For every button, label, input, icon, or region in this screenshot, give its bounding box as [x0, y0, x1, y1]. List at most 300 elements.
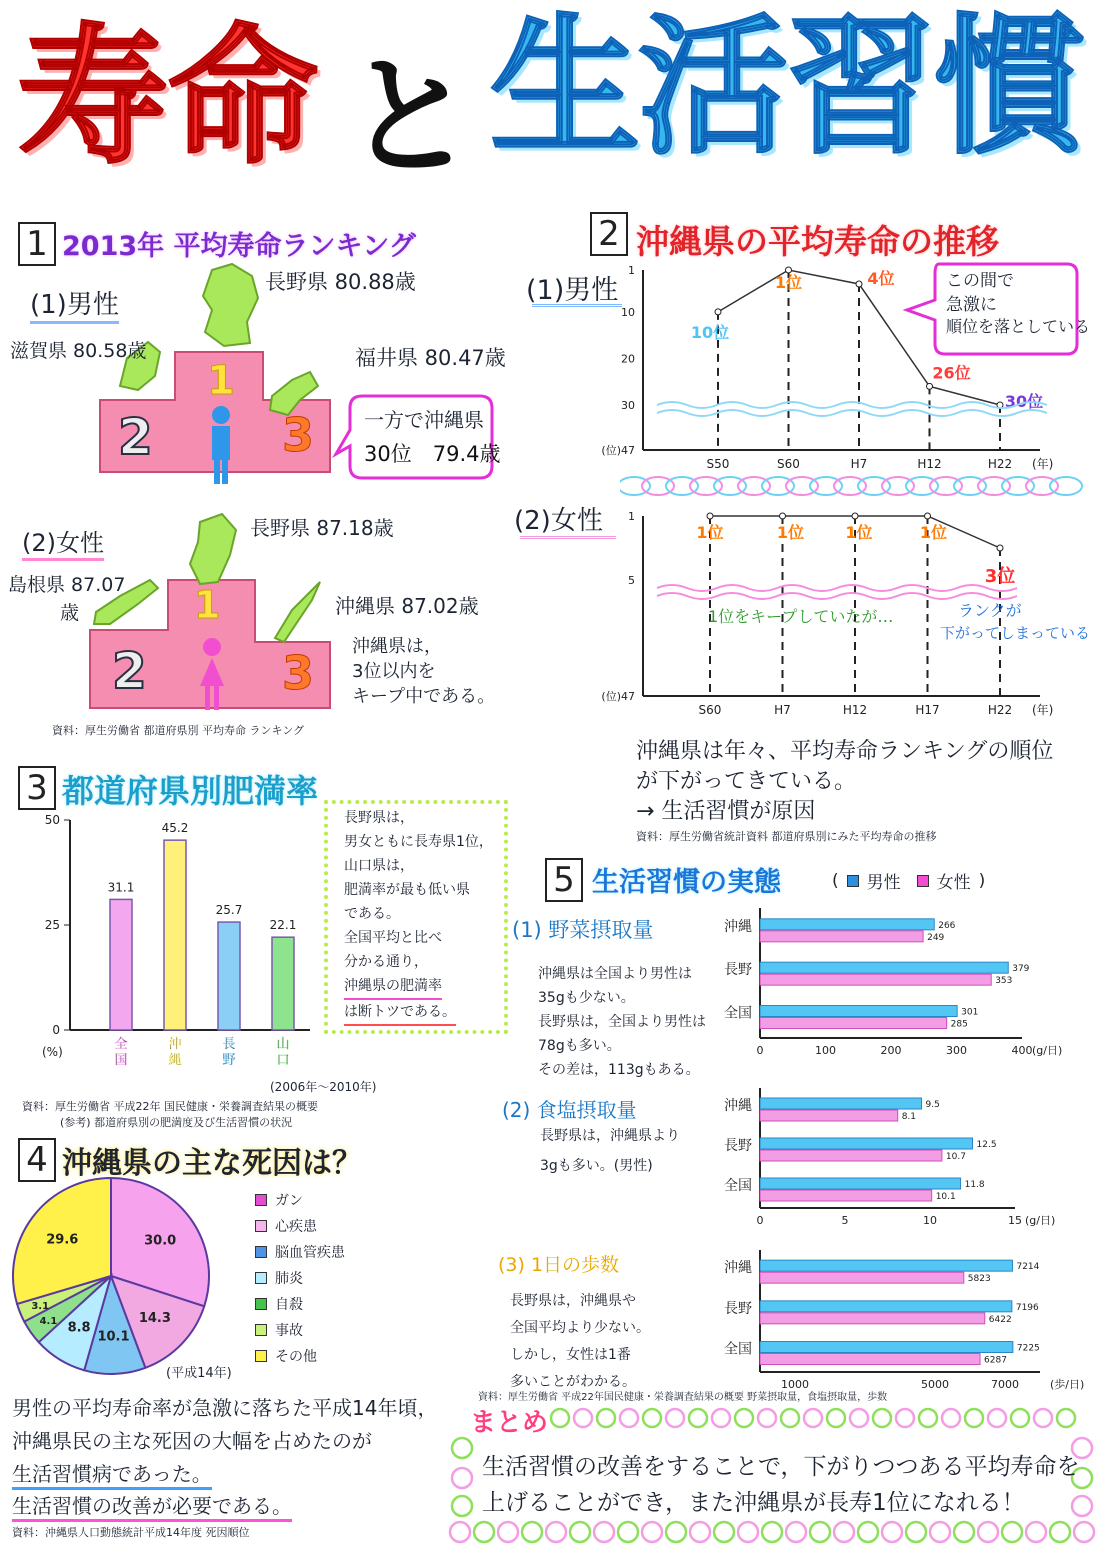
decor-circle — [1026, 1522, 1046, 1542]
male-bar — [760, 1260, 1012, 1271]
s3-source-2: (参考) 都道府県別の肥満度及び生活習慣の状況 — [60, 1116, 293, 1129]
s5-sub2-note-2: 3gも多い。(男性) — [540, 1158, 653, 1174]
y-tick-label: 1 — [628, 510, 635, 523]
s2-summary-3: → 生活習慣が原因 — [636, 799, 816, 824]
bar-value-label: 12.5 — [976, 1140, 997, 1150]
rank-point — [997, 545, 1003, 551]
rank-label: 10位 — [690, 322, 730, 342]
category-label: 沖縄 — [724, 1098, 752, 1114]
male-bar — [760, 1006, 957, 1017]
decor-circle — [738, 1522, 758, 1542]
obesity-value-label: 22.1 — [269, 918, 297, 933]
s3-note-4: 肥満率が最も低い県 — [344, 882, 470, 898]
rank-label: 1位 — [776, 523, 805, 542]
bar-value-label: 8.1 — [901, 1112, 917, 1122]
decor-circle — [850, 1409, 868, 1427]
obesity-value-label: 25.7 — [215, 903, 243, 918]
section2-title: 沖縄県の平均寿命の推移 — [636, 222, 999, 261]
s5-vegetable-chart — [700, 902, 1100, 1060]
decor-circle — [827, 1409, 845, 1427]
s2-male-rank-chart — [585, 250, 1095, 490]
section5-title: 生活習慣の実態 — [592, 867, 781, 898]
s3-note — [344, 806, 504, 1026]
s4-legend — [255, 1190, 375, 1370]
s3-source-1: 資料：厚生労働省 平成22年 国民健康・栄養調査結果の概要 — [22, 1100, 318, 1113]
y-tick-label: 50 — [44, 813, 60, 827]
male-bar — [760, 1138, 973, 1149]
decor-circle — [522, 1522, 542, 1542]
s5-sub3-note — [510, 1288, 700, 1396]
pie-legend-item — [255, 1190, 303, 1210]
s4-text-1: 男性の平均寿命率が急激に落ちた平成14年頃， — [12, 1396, 438, 1420]
s2-divider-loops — [620, 472, 1090, 502]
decor-circle — [1002, 1522, 1022, 1542]
decor-circle — [689, 1409, 707, 1427]
title-to: と — [345, 40, 476, 193]
bar-value-label: 6287 — [984, 1355, 1007, 1366]
pie-legend-item — [255, 1294, 303, 1314]
x-tick-label: 0 — [756, 1214, 764, 1227]
decor-circle — [1072, 1496, 1092, 1516]
s1-male-bubble-line2: 30位 79.4歳 — [364, 442, 501, 466]
bar-value-label: 6422 — [988, 1314, 1012, 1325]
y-tick-label: 1 — [628, 264, 635, 277]
decor-circle — [834, 1522, 854, 1542]
obesity-bar — [110, 899, 132, 1030]
decor-circle — [988, 1409, 1006, 1427]
female-bar — [760, 1190, 932, 1201]
rank-point — [715, 309, 721, 315]
pie-legend-swatch — [255, 1272, 267, 1284]
y-axis-unit: (%) — [42, 1045, 63, 1059]
x-tick-label: 0 — [756, 1044, 764, 1057]
x-tick-label: 1000 — [781, 1378, 809, 1391]
decor-circle — [978, 1522, 998, 1542]
decor-circle — [762, 1522, 782, 1542]
decor-circle — [942, 1409, 960, 1427]
s3-note-1: 長野県は， — [344, 810, 414, 826]
bar-value-label: 7196 — [1015, 1302, 1039, 1313]
decor-circle — [758, 1409, 776, 1427]
s1-female-second: 島根県 87.07 — [8, 574, 126, 596]
decor-circle — [804, 1409, 822, 1427]
decor-circle — [474, 1522, 494, 1542]
bar-value-label: 7225 — [1016, 1343, 1040, 1354]
pie-value-label: 10.1 — [97, 1329, 130, 1345]
s1-female-note-1: 沖縄県は， — [352, 636, 442, 657]
female-bar — [760, 1110, 898, 1121]
obesity-category-label: 山 — [276, 1037, 290, 1052]
s2-male-label: (1)男性 — [526, 275, 619, 306]
decor-circle — [620, 1409, 638, 1427]
section1-number: 1 — [18, 222, 56, 266]
x-axis-unit: (年) — [1032, 457, 1054, 471]
decor-circle — [906, 1522, 926, 1542]
s1-female-second-unit: 歳 — [60, 602, 80, 624]
y-tick-label: 25 — [44, 918, 60, 932]
s5-sub3-note-3: しかし，女性は1番 — [510, 1347, 631, 1363]
decor-circle — [810, 1522, 830, 1542]
s1-male-rank2: 2 — [118, 408, 153, 466]
female-bar — [760, 1354, 980, 1365]
decor-circle — [873, 1409, 891, 1427]
decor-circle — [452, 1438, 472, 1458]
s1-male-first: 長野県 80.88歳 — [265, 270, 416, 294]
s2-female-label: (2)女性 — [514, 506, 603, 536]
bar-value-label: 7214 — [1016, 1262, 1040, 1273]
s5-sub3-note-4: 多いことがわかる。 — [510, 1374, 636, 1390]
obesity-category-label: 野 — [222, 1053, 236, 1068]
decor-circle — [597, 1409, 615, 1427]
s5-sub2-note-1: 長野県は，沖縄県より — [540, 1128, 680, 1144]
s1-female-label: (2)女性 — [22, 523, 104, 561]
s5-sub2-label: (2) 食塩摂取量 — [502, 1098, 637, 1122]
decor-circle — [954, 1522, 974, 1542]
s3-note-2: 男女ともに長寿県1位， — [344, 834, 493, 850]
s5-legend: ( 男性 女性 ) — [832, 868, 985, 893]
section2-number: 2 — [590, 212, 628, 256]
s2-female-note-green: 1位をキープしていたが… — [708, 607, 894, 626]
y-tick-label: 10 — [621, 305, 635, 319]
pie-legend-label: 自殺 — [275, 1297, 303, 1313]
s5-sub1-note-5: その差は，113gもある。 — [538, 1062, 700, 1078]
x-tick-label: S60 — [698, 703, 722, 717]
s1-male-rank3: 3 — [282, 408, 315, 462]
pie-value-label: 3.1 — [31, 1300, 50, 1312]
pie-legend-item — [255, 1268, 303, 1288]
s3-note-9: は断トツである。 — [344, 1000, 456, 1026]
s2-male-bubble-2: 急激に — [946, 295, 997, 315]
pie-legend-swatch — [255, 1298, 267, 1310]
wavy-break — [657, 410, 1047, 416]
s2-male-bubble-3: 順位を落としている — [946, 317, 1091, 336]
x-tick-label: 100 — [815, 1044, 836, 1057]
pie-value-label: 29.6 — [46, 1232, 79, 1248]
pie-legend-swatch — [255, 1350, 267, 1362]
x-tick-label: H7 — [850, 457, 868, 471]
x-tick-label: H12 — [917, 457, 942, 471]
bar-value-label: 5823 — [967, 1274, 991, 1285]
bar-value-label: 285 — [950, 1019, 968, 1030]
x-tick-label: S60 — [777, 457, 800, 471]
s3-note-3: 山口県は， — [344, 858, 414, 874]
legend-male-swatch — [847, 875, 859, 887]
s4-death-pie — [6, 1176, 226, 1386]
decor-circle — [618, 1522, 638, 1542]
x-tick-label: 15 — [1008, 1214, 1022, 1227]
male-bar — [760, 1342, 1013, 1353]
s2-female-note-blue-2: 下がってしまっている — [940, 624, 1091, 642]
category-label: 全国 — [724, 1341, 752, 1358]
pie-legend-item — [255, 1346, 317, 1366]
s1-female-note-2: 3位以内を — [352, 661, 436, 682]
obesity-bar — [218, 922, 240, 1030]
legend-female-label: 女性 — [936, 873, 971, 893]
s5-sub3-label: (3) 1日の歩数 — [498, 1254, 620, 1276]
male-bar — [760, 1301, 1012, 1312]
summary-line-2: 上げることができ，また沖縄県が長寿1位になれる！ — [482, 1490, 1025, 1516]
s2-male-bubble-1: この間で — [946, 271, 1014, 291]
s4-year: (平成14年) — [166, 1366, 232, 1381]
x-tick-label: H7 — [774, 703, 791, 717]
title-kotobuki: 寿命 — [18, 9, 319, 185]
obesity-bar — [272, 937, 294, 1030]
y-tick-label: 30 — [621, 399, 635, 412]
s1-male-label: (1)男性 — [30, 284, 119, 324]
pie-legend-label: 肺炎 — [275, 1271, 303, 1287]
s5-sub1-label: (1) 野菜摂取量 — [512, 918, 654, 942]
x-tick-label: 5000 — [921, 1378, 949, 1391]
obesity-category-label: 全 — [114, 1037, 128, 1052]
bar-value-label: 249 — [927, 932, 945, 943]
bar-value-label: 9.5 — [925, 1100, 940, 1110]
s5-steps-chart — [700, 1244, 1100, 1394]
s1-female-rank1: 1 — [194, 583, 221, 627]
pie-legend-label: その他 — [275, 1349, 317, 1365]
decor-circle — [642, 1522, 662, 1542]
decor-circle — [452, 1496, 472, 1516]
male-bar — [760, 962, 1008, 973]
pie-legend-label: 脳血管疾患 — [275, 1245, 345, 1261]
decor-loop — [1050, 477, 1082, 495]
rank-label: 3位 — [984, 566, 1016, 587]
rank-label: 30位 — [1004, 392, 1044, 411]
s1-female-rank2: 2 — [112, 642, 147, 700]
decor-circle — [690, 1522, 710, 1542]
obesity-bar — [164, 840, 186, 1030]
title-seikatsu: 生活習慣 — [490, 0, 1083, 175]
x-tick-label: H22 — [987, 703, 1013, 717]
s3-obesity-chart — [0, 800, 330, 1080]
decor-circle — [551, 1409, 569, 1427]
section5-number: 5 — [545, 858, 583, 902]
s3-note-7: 分かる通り， — [344, 954, 428, 970]
rank-point — [925, 513, 931, 519]
rank-point — [780, 513, 786, 519]
s2-summary-1: 沖縄県は年々、平均寿命ランキングの順位 — [636, 739, 1054, 764]
pie-legend-swatch — [255, 1324, 267, 1336]
decor-circle — [930, 1522, 950, 1542]
pie-legend-item — [255, 1216, 317, 1236]
category-label: 長野 — [724, 962, 752, 979]
x-axis-unit: (年) — [1032, 703, 1054, 717]
decor-circle — [452, 1468, 472, 1488]
y-tick-label: 20 — [621, 352, 635, 366]
decor-circle — [1074, 1522, 1094, 1542]
s3-period: (2006年～2010年) — [270, 1080, 377, 1094]
s1-female-third: 沖縄県 87.02歳 — [335, 594, 479, 618]
rank-point — [856, 281, 862, 287]
bar-value-label: 10.1 — [935, 1192, 956, 1202]
rank-point — [927, 383, 933, 389]
section4-number: 4 — [18, 1138, 56, 1182]
decor-circle — [574, 1409, 592, 1427]
x-tick-label: 200 — [880, 1044, 902, 1057]
s3-note-6: 全国平均と比べ — [344, 930, 442, 946]
x-axis-unit: (g/日) — [1025, 1214, 1056, 1227]
section3-title: 都道府県別肥満率 — [62, 772, 319, 810]
pie-legend-label: 事故 — [275, 1323, 303, 1339]
wavy-break — [657, 402, 1047, 408]
bar-value-label: 353 — [995, 976, 1013, 987]
obesity-category-label: 口 — [276, 1053, 290, 1068]
s1-female-rank3: 3 — [282, 646, 315, 700]
x-tick-label: S50 — [706, 457, 730, 471]
decor-circle — [712, 1409, 730, 1427]
s2-female-note-blue-1: ランクが — [958, 601, 1022, 620]
s3-note-8: 沖縄県の肥満率 — [344, 974, 442, 1000]
s3-note-5: である。 — [344, 906, 400, 922]
s4-text-4: 生活習慣の改善が必要である。 — [12, 1490, 292, 1522]
x-tick-label: H22 — [987, 457, 1013, 471]
decor-circle — [546, 1522, 566, 1542]
legend-male-label: 男性 — [866, 873, 901, 893]
pie-legend-swatch — [255, 1194, 267, 1206]
pie-legend-item — [255, 1242, 345, 1262]
x-tick-label: 300 — [946, 1044, 967, 1057]
rank-label: 1位 — [919, 523, 948, 542]
decor-circle — [781, 1409, 799, 1427]
s2-source: 資料：厚生労働省統計資料 都道府県別にみた平均寿命の推移 — [636, 830, 937, 843]
female-bar — [760, 1313, 985, 1324]
bar-value-label: 11.8 — [964, 1180, 985, 1190]
category-label: 全国 — [724, 1178, 752, 1194]
s2-summary-2: が下がってきている。 — [636, 769, 857, 794]
decor-circle — [1034, 1409, 1052, 1427]
y-tick-label: 5 — [628, 574, 635, 587]
decor-circle — [1011, 1409, 1029, 1427]
decor-circle — [1057, 1409, 1075, 1427]
s5-sub3-note-1: 長野県は，沖縄県や — [510, 1293, 636, 1309]
decor-circle — [498, 1522, 518, 1542]
s1-male-rank1: 1 — [207, 358, 235, 404]
s5-sub3-note-2: 全国平均より少ない。 — [510, 1320, 650, 1336]
x-tick-label: 5 — [841, 1214, 849, 1227]
x-tick-label: H17 — [915, 703, 940, 717]
decor-circle — [896, 1409, 914, 1427]
section3-number: 3 — [18, 766, 56, 810]
bar-value-label: 301 — [961, 1007, 979, 1018]
decor-circle — [735, 1409, 753, 1427]
category-label: 長野 — [724, 1138, 752, 1154]
bar-value-label: 379 — [1012, 964, 1030, 975]
pie-value-label: 30.0 — [144, 1233, 177, 1249]
female-bar — [760, 1018, 947, 1029]
y-tick-label: (位)47 — [601, 690, 635, 703]
male-bar — [760, 919, 934, 930]
summary-label: まとめ — [470, 1408, 549, 1438]
male-bar — [760, 1178, 961, 1189]
rank-label: 1位 — [845, 523, 873, 542]
obesity-category-label: 沖 — [168, 1037, 182, 1052]
s1-male-bubble-line1: 一方で沖縄県 — [364, 408, 484, 432]
x-tick-label: 7000 — [991, 1378, 1019, 1391]
s1-male-second: 滋賀県 80.58歳 — [10, 340, 147, 362]
pie-value-label: 14.3 — [138, 1311, 171, 1327]
s4-text-3: 生活習慣病であった。 — [12, 1458, 212, 1490]
decor-circle — [594, 1522, 614, 1542]
x-tick-label: 400 — [1011, 1044, 1033, 1057]
x-tick-label: H12 — [842, 703, 868, 717]
female-bar — [760, 931, 923, 942]
pie-value-label: 8.8 — [67, 1320, 91, 1336]
rank-label: 26位 — [932, 363, 971, 383]
bar-value-label: 10.7 — [945, 1152, 966, 1162]
pie-value-label: 4.1 — [39, 1315, 58, 1327]
pie-legend-label: 心疾患 — [275, 1219, 317, 1235]
summary-line-1: 生活習慣の改善をすることで，下がりつつある平均寿命を — [482, 1454, 1080, 1480]
s1-female-note-3: キープ中である。 — [352, 686, 496, 707]
obesity-value-label: 45.2 — [161, 821, 189, 836]
x-axis-unit: (g/日) — [1032, 1044, 1063, 1057]
decor-circle — [882, 1522, 902, 1542]
female-bar — [760, 974, 991, 985]
s4-text-2: 沖縄県民の主な死因の大幅を占めたのが — [12, 1429, 372, 1453]
decor-circle — [570, 1522, 590, 1542]
decor-circle — [858, 1522, 878, 1542]
decor-circle — [450, 1522, 470, 1542]
y-tick-label: 0 — [52, 1023, 60, 1037]
x-axis-unit: (歩/日) — [1050, 1378, 1085, 1391]
decor-circle — [786, 1522, 806, 1542]
s5-sub1-note-1: 沖縄県は全国より男性は — [538, 966, 692, 982]
rank-point — [852, 513, 858, 519]
category-label: 長野 — [724, 1300, 752, 1317]
decor-circle — [714, 1522, 734, 1542]
bar-value-label: 266 — [938, 920, 956, 931]
decor-circle — [965, 1409, 983, 1427]
s1-male-third: 福井県 80.47歳 — [355, 346, 506, 370]
decor-circle — [666, 1409, 684, 1427]
s1-female-first: 長野県 87.18歳 — [250, 516, 394, 540]
legend-female-swatch — [917, 875, 929, 887]
s5-sub1-note-3: 長野県は，全国より男性は — [538, 1014, 706, 1030]
category-label: 沖縄 — [724, 1260, 752, 1277]
section4-title: 沖縄県の主な死因は？ — [62, 1146, 362, 1181]
obesity-category-label: 縄 — [168, 1053, 182, 1068]
category-label: 全国 — [724, 1005, 752, 1022]
decor-circle — [666, 1522, 686, 1542]
female-bar — [760, 1150, 942, 1161]
pie-legend-swatch — [255, 1246, 267, 1258]
pie-legend-swatch — [255, 1220, 267, 1232]
rank-label: 4位 — [867, 268, 895, 288]
s1-source: 資料：厚生労働省 都道府県別 平均寿命 ランキング — [52, 724, 305, 737]
decor-circle — [1050, 1522, 1070, 1542]
s5-salt-chart — [700, 1082, 1100, 1232]
y-tick-label: (位)47 — [601, 444, 635, 457]
rank-point — [707, 513, 713, 519]
s4-source: 資料：沖縄県人口動態統計平成14年度 死因順位 — [12, 1526, 250, 1539]
female-bar — [760, 1272, 964, 1283]
decor-circle — [643, 1409, 661, 1427]
s5-sub1-note-4: 78gも多い。 — [538, 1038, 621, 1054]
obesity-category-label: 国 — [114, 1053, 128, 1068]
section1-title: 2013年 平均寿命ランキング — [62, 231, 416, 262]
x-tick-label: 10 — [923, 1214, 937, 1227]
obesity-category-label: 長 — [222, 1037, 236, 1052]
pie-legend-item — [255, 1320, 303, 1340]
pie-legend-label: ガン — [275, 1193, 303, 1209]
rank-label: 1位 — [774, 273, 803, 292]
male-bar — [760, 1098, 922, 1109]
s5-source: 資料：厚生労働省 平成22年国民健康・栄養調査結果の概要 野菜摂取量，食塩摂取量，歩数 — [478, 1392, 888, 1403]
s5-sub1-note-2: 35gも少ない。 — [538, 990, 635, 1006]
obesity-value-label: 31.1 — [107, 880, 135, 895]
rank-label: 1位 — [696, 523, 724, 542]
category-label: 沖縄 — [724, 918, 752, 935]
decor-circle — [919, 1409, 937, 1427]
